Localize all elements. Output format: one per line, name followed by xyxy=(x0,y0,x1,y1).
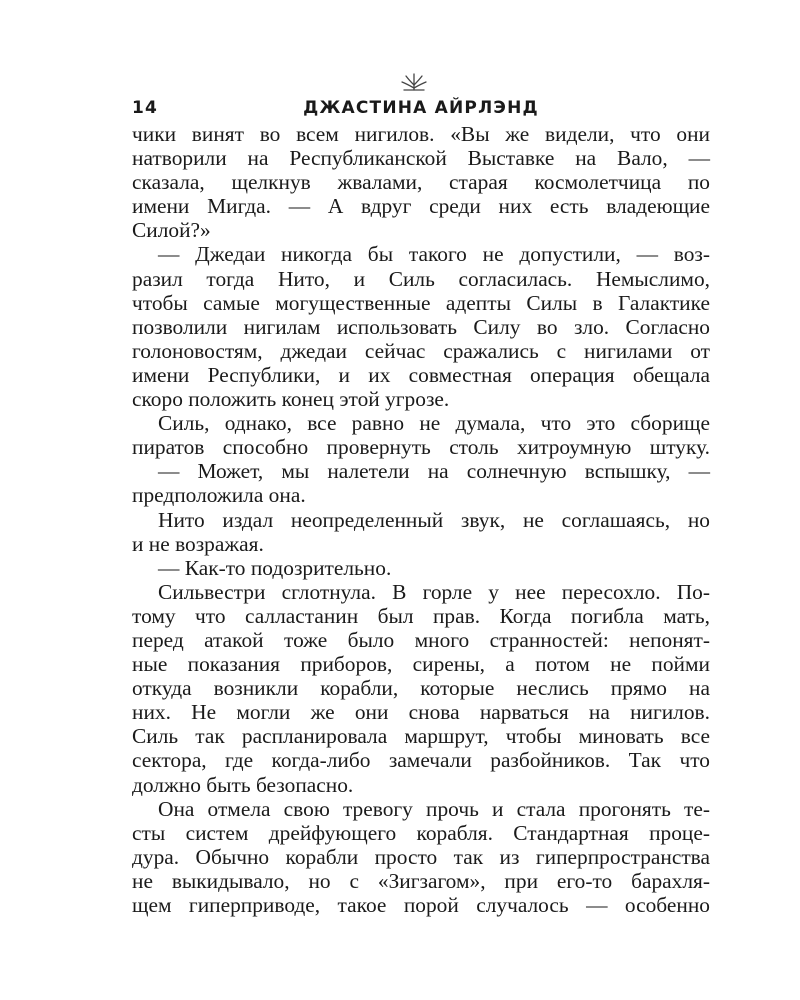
text-line: сты систем дрейфующего корабля. Стандартная проце- xyxy=(132,820,710,845)
text-line: тому что салластанин был прав. Когда погибла мать, xyxy=(132,603,710,628)
page-number: 14 xyxy=(132,98,159,118)
text-line: сказала, щелкнув жвалами, старая космолетчица по xyxy=(132,170,710,195)
text-line: не выкидывало, но с «Зигзагом», при его-то барахля- xyxy=(132,868,710,893)
text-line: разил тогда Нито, и Силь согласилась. Немыслимо, xyxy=(132,266,710,291)
running-head xyxy=(132,98,710,120)
text-line: голоновостям, джедаи сейчас сражались с нигилами от xyxy=(132,338,710,363)
text-line: Силь так распланировала маршрут, чтобы миновать все xyxy=(132,724,710,749)
text-line: чтобы самые могущественные адепты Силы в Галактике xyxy=(132,290,710,315)
text-line: откуда возникли корабли, которые неслись прямо на xyxy=(132,676,710,701)
text-line: — Джедаи никогда бы такого не допустили, — воз- xyxy=(158,242,710,267)
book-author: ДЖАСТИНА АЙРЛЭНД xyxy=(303,98,539,118)
text-line: Силой?» xyxy=(132,218,211,243)
text-line: имени Республики, и их совместная операция обещала xyxy=(132,362,710,387)
text-line: предположила она. xyxy=(132,483,306,508)
text-line: скоро положить конец этой угрозе. xyxy=(132,387,450,412)
text-line: Она отмела свою тревогу прочь и стала прогонять те- xyxy=(158,796,710,821)
text-line: Силь, однако, все равно не думала, что это сборище xyxy=(158,411,710,436)
text-line: щем гиперприводе, такое порой случалось — особенно xyxy=(132,893,710,917)
text-line: Нито издал неопределенный звук, не соглашаясь, но xyxy=(158,507,710,532)
text-line: них. Не могли же они снова нарваться на нигилов. xyxy=(132,700,710,725)
text-line: и не возражая. xyxy=(132,531,264,556)
text-line: натворили на Республиканской Выставке на Вало, — xyxy=(132,146,710,171)
fern-sprig-icon xyxy=(398,70,430,92)
text-line: — Может, мы налетели на солнечную вспышку, — xyxy=(158,459,710,484)
text-line: сектора, где когда-либо замечали разбойников. Так что xyxy=(132,748,710,773)
text-line: Сильвестри сглотнула. В горле у нее пересохло. По- xyxy=(158,579,710,604)
body-text xyxy=(132,122,710,917)
text-line: чики винят во всем нигилов. «Вы же видели, что они xyxy=(132,122,710,146)
text-line: пиратов способно провернуть столь хитроумную штуку. xyxy=(132,435,710,460)
text-line: ные показания приборов, сирены, а потом не пойми xyxy=(132,652,710,677)
text-line: должно быть безопасно. xyxy=(132,772,354,797)
text-line: позволили нигилам использовать Силу во зло. Согласно xyxy=(132,314,710,339)
text-line: имени Мигда. — А вдруг среди них есть владеющие xyxy=(132,194,710,219)
text-line: перед атакой тоже было много странностей: непонят- xyxy=(132,627,710,652)
text-line: дура. Обычно корабли просто так из гиперпространства xyxy=(132,844,710,869)
text-line: — Как-то подозрительно. xyxy=(158,555,392,580)
